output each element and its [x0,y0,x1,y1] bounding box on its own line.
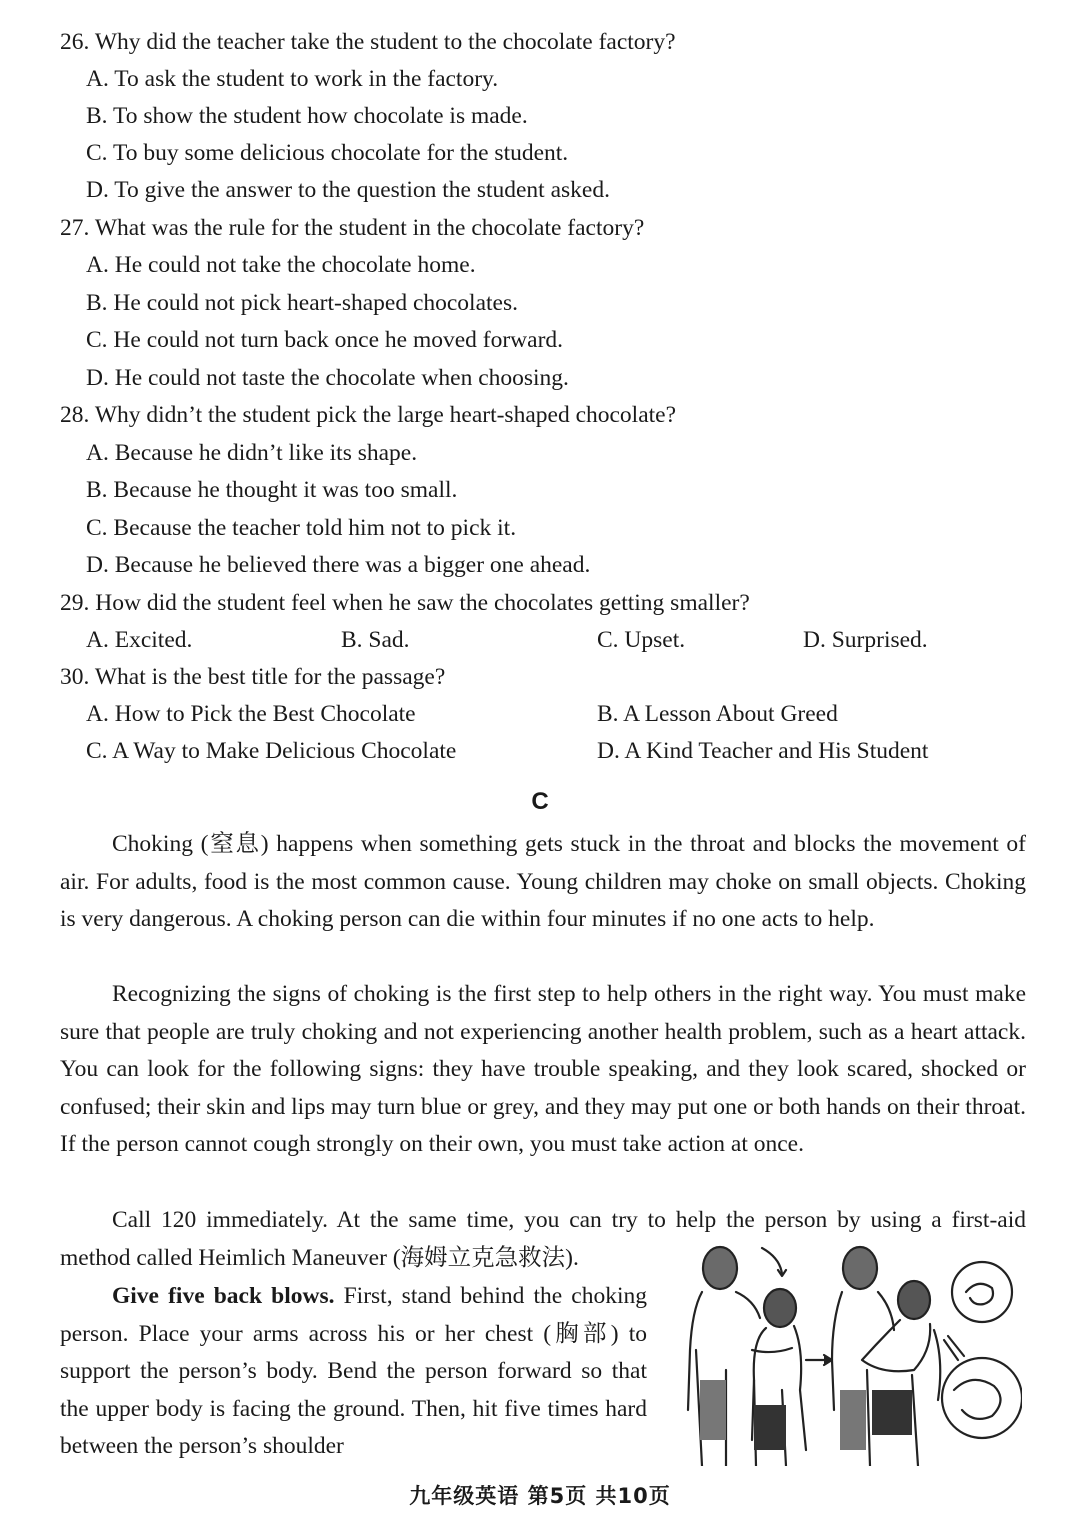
q26-option-b: B. To show the student how chocolate is made. [86,103,528,129]
q30-option-b: B. A Lesson About Greed [597,701,838,727]
q29-option-a: A. Excited. [86,627,193,653]
paragraph-choking-signs: Recognizing the signs of choking is the first step to help others in the right way. You must make sure that people are truly choking and not experiencing another health problem, such as a heart attack. You can look for the following signs: they have trouble speaking, and they look scared, shocked or confused; their skin and lips may turn blue or grey, and they may put one or both hands on their throat. If the person cannot cough strongly on their own, you must take action at once. [60,981,1026,1158]
q30-option-c: C. A Way to Make Delicious Chocolate [86,738,457,764]
q26-option-c: C. To buy some delicious chocolate for the student. [86,140,569,166]
question-26: 26. Why did the teacher take the student to the chocolate factory? [60,29,676,55]
page-footer: 九年级英语 第5页 共10页 [409,1484,671,1508]
q28-option-a: A. Because he didn’t like its shape. [86,440,418,466]
q30-option-d: D. A Kind Teacher and His Student [597,738,929,764]
question-27: 27. What was the rule for the student in the chocolate factory? [60,215,645,241]
q27-option-b: B. He could not pick heart-shaped chocolates. [86,290,518,316]
question-29: 29. How did the student feel when he saw the chocolates getting smaller? [60,590,750,616]
question-28: 28. Why didn’t the student pick the large heart-shaped chocolate? [60,402,677,428]
q28-option-d: D. Because he believed there was a bigger one ahead. [86,552,591,578]
q28-option-c: C. Because the teacher told him not to pick it. [86,515,517,541]
q29-option-c: C. Upset. [597,627,686,653]
section-heading: C [531,788,549,815]
paragraph-back-blows [60,1278,647,1466]
paragraph-choking-intro: Choking (窒息) happens when something gets stuck in the throat and blocks the movement of air. For adults, food is the most common cause. Young children may choke on small objects. Choking is very dangerous. A choking person can die within four minutes if no one acts to help. [60,831,1026,933]
q26-option-a: A. To ask the student to work in the factory. [86,66,499,92]
q27-option-c: C. He could not turn back once he moved forward. [86,327,564,353]
q26-option-d: D. To give the answer to the question the student asked. [86,177,610,203]
q29-option-d: D. Surprised. [803,627,928,653]
q27-option-d: D. He could not taste the chocolate when choosing. [86,365,569,391]
q30-option-a: A. How to Pick the Best Chocolate [86,701,416,727]
q28-option-b: B. Because he thought it was too small. [86,477,458,503]
question-30: 30. What is the best title for the passage? [60,664,446,690]
paragraph-heimlich: Call 120 immediately. At the same time, you can try to help the person by using a first-aid method called Heimlich Maneuver (海姆立克急救法). [60,1207,1026,1271]
back-blows-lead: Give five back blows. [112,1283,335,1309]
q27-option-a: A. He could not take the chocolate home. [86,252,476,278]
back-blows-text: First, stand behind the choking person. Place your arms across his or her chest (胸部) to support the person’s body. Bend the person forward so that the upper body is facing the ground. Then, hit five times hard between the person’s shoulder [60,1283,647,1460]
back-blows-illustration [682,1240,1022,1466]
q29-option-b: B. Sad. [341,627,410,653]
